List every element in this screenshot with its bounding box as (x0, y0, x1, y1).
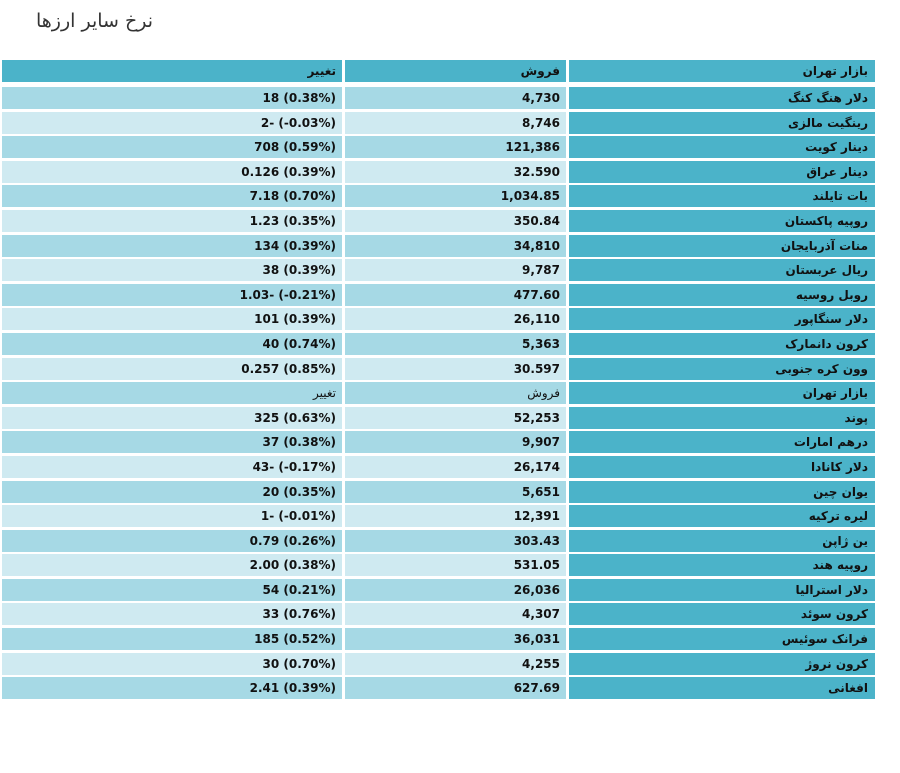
change-cell: 1.03- (-0.21%) (2, 284, 342, 306)
change-cell: 2.00 (0.38%) (2, 554, 342, 576)
change-cell: 43- (-0.17%) (2, 456, 342, 478)
change-cell: 1- (-0.01%) (2, 505, 342, 527)
table-row (2, 210, 875, 232)
currency-name-cell: کرون دانمارک (569, 333, 875, 355)
table-row (2, 554, 875, 576)
sell-cell: 4,730 (345, 87, 566, 109)
subheader-market: بازار تهران (569, 382, 875, 404)
sell-cell: 9,907 (345, 431, 566, 453)
sell-cell: 1,034.85 (345, 185, 566, 207)
currency-name-cell: کرون سوئد (569, 603, 875, 625)
currency-table (2, 60, 875, 702)
table-row (2, 235, 875, 257)
change-cell: 185 (0.52%) (2, 628, 342, 650)
change-cell: 37 (0.38%) (2, 431, 342, 453)
table-row (2, 259, 875, 281)
currency-name-cell: یوان چین (569, 481, 875, 503)
table-row (2, 333, 875, 355)
change-cell: 0.79 (0.26%) (2, 530, 342, 552)
currency-name-cell: دلار استرالیا (569, 579, 875, 601)
sell-cell: 32.590 (345, 161, 566, 183)
sell-cell: 350.84 (345, 210, 566, 232)
sell-cell: 26,174 (345, 456, 566, 478)
sell-cell: 477.60 (345, 284, 566, 306)
currency-name-cell: افغانی (569, 677, 875, 699)
change-cell: 38 (0.39%) (2, 259, 342, 281)
subheader-change: تغییر (2, 382, 342, 404)
sell-cell: 303.43 (345, 530, 566, 552)
sell-cell: 26,110 (345, 308, 566, 330)
currency-name-cell: دینار کویت (569, 136, 875, 158)
currency-name-cell: وون کره جنوبی (569, 358, 875, 380)
currency-name-cell: درهم امارات (569, 431, 875, 453)
table-row (2, 284, 875, 306)
change-cell: 2- (-0.03%) (2, 112, 342, 134)
currency-name-cell: کرون نروژ (569, 653, 875, 675)
currency-name-cell: روپیه پاکستان (569, 210, 875, 232)
table-subheader-row (2, 382, 875, 404)
change-cell: 30 (0.70%) (2, 653, 342, 675)
change-cell: 1.23 (0.35%) (2, 210, 342, 232)
table-row (2, 407, 875, 429)
table-row (2, 530, 875, 552)
currency-name-cell: ریال عربستان (569, 259, 875, 281)
change-cell: 0.257 (0.85%) (2, 358, 342, 380)
sell-cell: 5,363 (345, 333, 566, 355)
table-row (2, 653, 875, 675)
currency-name-cell: پوند (569, 407, 875, 429)
table-row (2, 481, 875, 503)
table-row (2, 308, 875, 330)
currency-name-cell: دلار کانادا (569, 456, 875, 478)
currency-name-cell: دلار سنگاپور (569, 308, 875, 330)
sell-cell: 26,036 (345, 579, 566, 601)
sell-cell: 9,787 (345, 259, 566, 281)
sell-cell: 4,307 (345, 603, 566, 625)
change-cell: 0.126 (0.39%) (2, 161, 342, 183)
currency-name-cell: فرانک سوئیس (569, 628, 875, 650)
header-market: بازار تهران (569, 60, 875, 82)
change-cell: 708 (0.59%) (2, 136, 342, 158)
header-sell: فروش (345, 60, 566, 82)
change-cell: 325 (0.63%) (2, 407, 342, 429)
change-cell: 101 (0.39%) (2, 308, 342, 330)
sell-cell: 12,391 (345, 505, 566, 527)
change-cell: 33 (0.76%) (2, 603, 342, 625)
currency-name-cell: رینگیت مالزی (569, 112, 875, 134)
sell-cell: 52,253 (345, 407, 566, 429)
table-row (2, 431, 875, 453)
change-cell: 18 (0.38%) (2, 87, 342, 109)
change-cell: 7.18 (0.70%) (2, 185, 342, 207)
sell-cell: 531.05 (345, 554, 566, 576)
currency-name-cell: بات تایلند (569, 185, 875, 207)
table-row (2, 677, 875, 699)
currency-name-cell: لیره ترکیه (569, 505, 875, 527)
sell-cell: 36,031 (345, 628, 566, 650)
table-row (2, 456, 875, 478)
currency-name-cell: ین ژاپن (569, 530, 875, 552)
sell-cell: 121,386 (345, 136, 566, 158)
table-row (2, 136, 875, 158)
currency-name-cell: منات آذربایجان (569, 235, 875, 257)
table-row (2, 579, 875, 601)
sell-cell: 34,810 (345, 235, 566, 257)
change-cell: 2.41 (0.39%) (2, 677, 342, 699)
currency-name-cell: دینار عراق (569, 161, 875, 183)
currency-name-cell: روبل روسیه (569, 284, 875, 306)
table-row (2, 505, 875, 527)
change-cell: 20 (0.35%) (2, 481, 342, 503)
change-cell: 54 (0.21%) (2, 579, 342, 601)
table-row (2, 358, 875, 380)
table-row (2, 603, 875, 625)
header-change: تغییر (2, 60, 342, 82)
sell-cell: 4,255 (345, 653, 566, 675)
table-row (2, 161, 875, 183)
currency-name-cell: روپیه هند (569, 554, 875, 576)
currency-name-cell: دلار هنگ کنگ (569, 87, 875, 109)
change-cell: 40 (0.74%) (2, 333, 342, 355)
sell-cell: 30.597 (345, 358, 566, 380)
table-row (2, 87, 875, 109)
sell-cell: 5,651 (345, 481, 566, 503)
table-row (2, 185, 875, 207)
sell-cell: 627.69 (345, 677, 566, 699)
table-row (2, 628, 875, 650)
change-cell: 134 (0.39%) (2, 235, 342, 257)
sell-cell: 8,746 (345, 112, 566, 134)
table-row (2, 112, 875, 134)
subheader-sell: فروش (345, 382, 566, 404)
page-title: نرخ سایر ارزها (36, 10, 154, 32)
table-header-row (2, 60, 875, 82)
